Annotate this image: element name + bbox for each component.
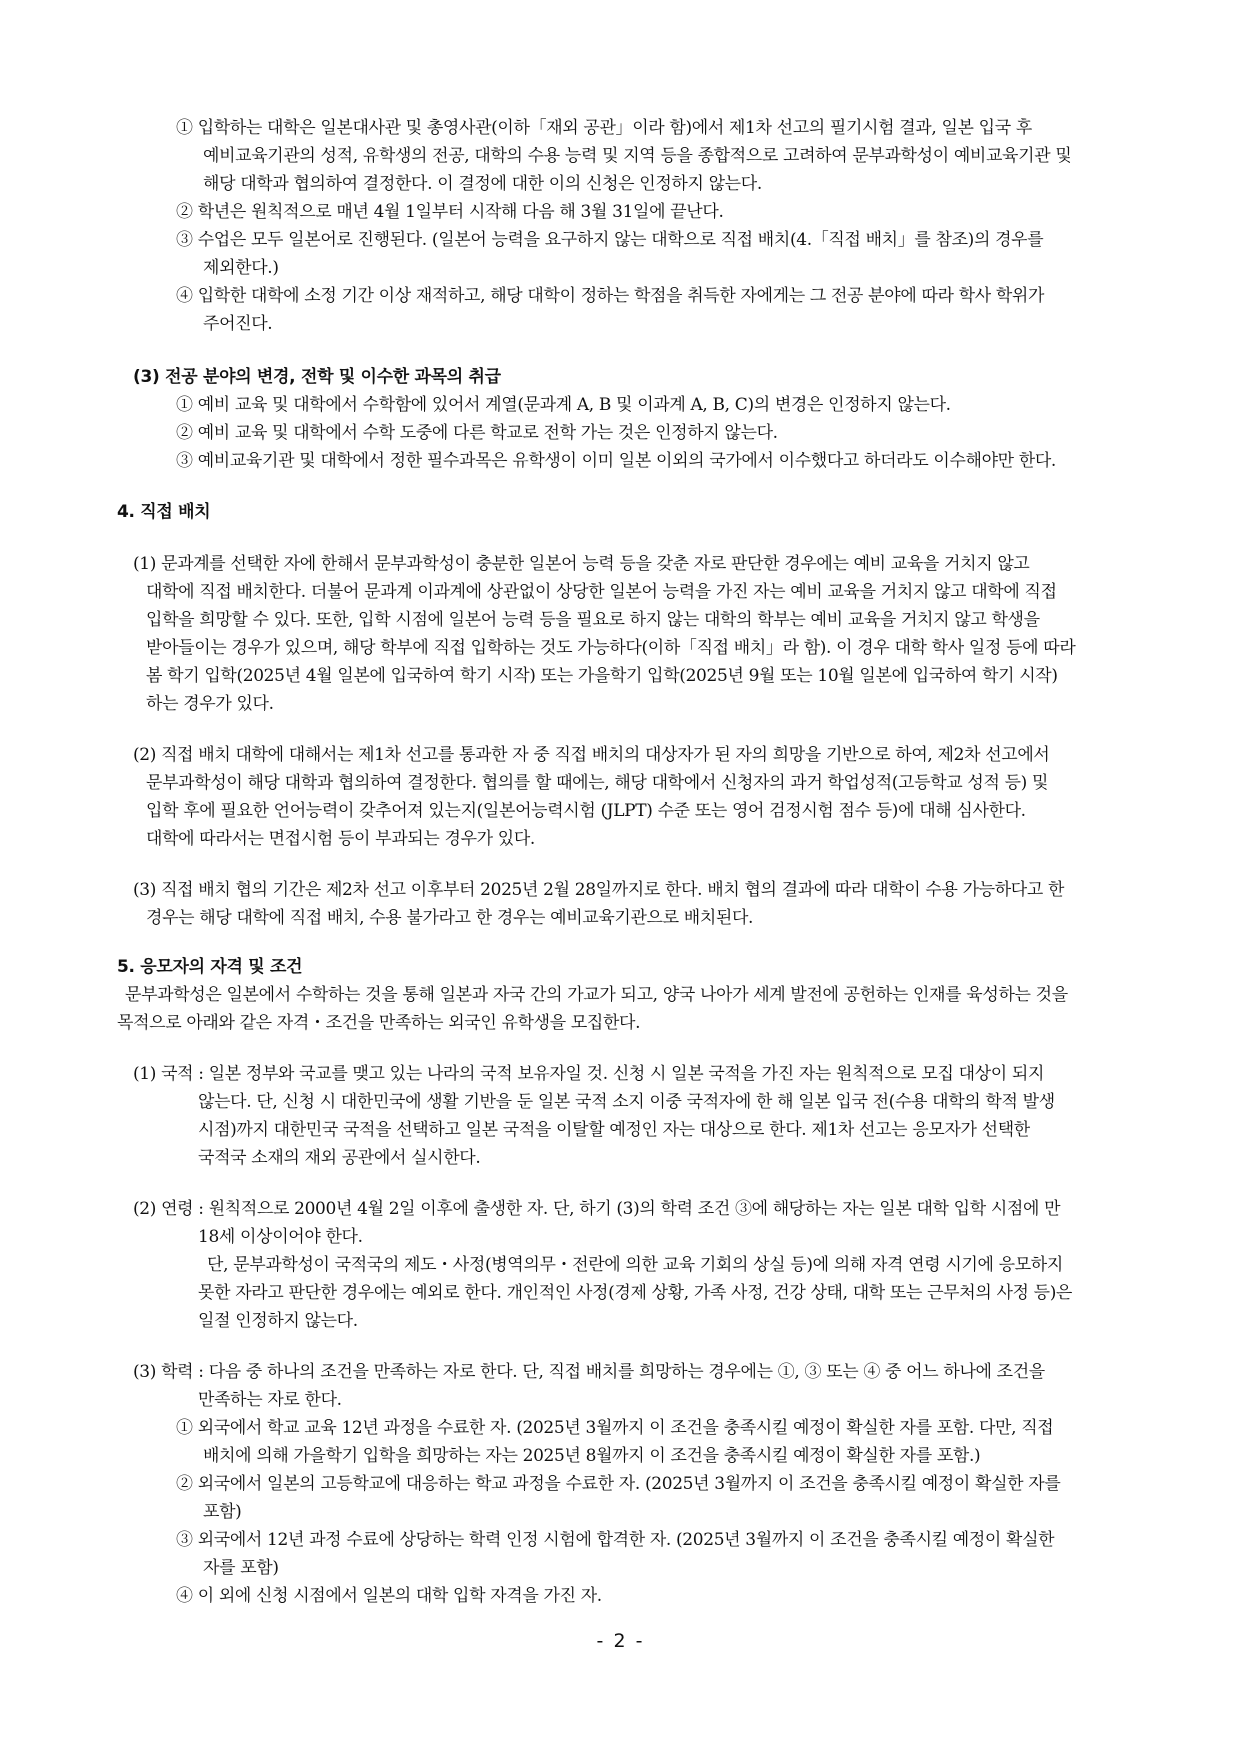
text-line: 입학 후에 필요한 언어능력이 갖추어져 있는지(일본어능력시험 (JLPT) 수준 또는 영어 검정시험 점수 등)에 대해 심사한다. [146,801,1026,821]
text-line: ① 입학하는 대학은 일본대사관 및 총영사관(이하「재외 공관」이라 함)에서 제1차 선고의 필기시험 결과, 일본 입국 후 [176,118,1032,138]
text-line: ① 외국에서 학교 교육 12년 과정을 수료한 자. (2025년 3월까지 이 조건을 충족시킬 예정이 확실한 자를 포함. 다만, 직접 [176,1418,1054,1438]
text-line: ② 외국에서 일본의 고등학교에 대응하는 학교 과정을 수료한 자. (2025년 3월까지 이 조건을 충족시킬 예정이 확실한 자를 [176,1474,1061,1494]
text-line: 해당 대학과 협의하여 결정한다. 이 결정에 대한 이의 신청은 인정하지 않는다. [203,174,762,194]
text-line: 문부과학성은 일본에서 수학하는 것을 통해 일본과 자국 간의 가교가 되고, 양국 나아가 세계 발전에 공헌하는 인재를 육성하는 것을 [125,985,1068,1005]
page-number: - 2 - [596,1630,645,1652]
text-line: 제외한다.) [203,258,279,278]
text-line: (3) 직접 배치 협의 기간은 제2차 선고 이후부터 2025년 2월 28일까지로 한다. 배치 협의 결과에 따라 대학이 수용 가능하다고 한 [133,880,1065,900]
text-line: ④ 이 외에 신청 시점에서 일본의 대학 입학 자격을 가진 자. [176,1586,602,1606]
text-line: 받아들이는 경우가 있으며, 해당 학부에 직접 입학하는 것도 가능하다(이하「직접 배치」라 함). 이 경우 대학 학사 일정 등에 따라 [146,638,1076,658]
text-line: ① 예비 교육 및 대학에서 수학함에 있어서 계열(문과계 A, B 및 이과계 A, B, C)의 변경은 인정하지 않는다. [176,395,951,415]
text-line: 포함) [203,1502,242,1522]
text-line: 국적국 소재의 재외 공관에서 실시한다. [198,1148,481,1168]
text-line: (1) 국적 : 일본 정부와 국교를 맺고 있는 나라의 국적 보유자일 것. 신청 시 일본 국적을 가진 자는 원칙적으로 모집 대상이 되지 [133,1064,1045,1084]
text-line: (2) 직접 배치 대학에 대해서는 제1차 선고를 통과한 자 중 직접 배치의 대상자가 된 자의 희망을 기반으로 하여, 제2차 선고에서 [133,745,1050,765]
text-line: 자를 포함) [203,1558,279,1578]
text-line: 일절 인정하지 않는다. [198,1311,358,1331]
text-line: 않는다. 단, 신청 시 대한민국에 생활 기반을 둔 일본 국적 소지 이중 국적자에 한 해 일본 입국 전(수용 대학의 학적 발생 [198,1092,1055,1112]
text-line: 못한 자라고 판단한 경우에는 예외로 한다. 개인적인 사정(경제 상황, 가족 사정, 건강 상태, 대학 또는 근무처의 사정 등)은 [198,1283,1073,1303]
text-line: 18세 이상이어야 한다. [198,1227,363,1247]
text-line: 주어진다. [203,314,273,334]
section-heading: 5. 응모자의 자격 및 조건 [117,957,303,977]
text-line: 입학을 희망할 수 있다. 또한, 입학 시점에 일본어 능력 등을 필요로 하지 않는 대학의 학부는 예비 교육을 거치지 않고 학생을 [146,610,1040,630]
text-line: 경우는 해당 대학에 직접 배치, 수용 불가라고 한 경우는 예비교육기관으로 배치된다. [146,908,754,928]
text-line: 하는 경우가 있다. [146,694,274,714]
text-line: ③ 외국에서 12년 과정 수료에 상당하는 학력 인정 시험에 합격한 자. (2025년 3월까지 이 조건을 충족시킬 예정이 확실한 [176,1530,1055,1550]
section-heading: 4. 직접 배치 [117,502,211,522]
text-line: 대학에 따라서는 면접시험 등이 부과되는 경우가 있다. [146,829,535,849]
text-line: (3) 학력 : 다음 중 하나의 조건을 만족하는 자로 한다. 단, 직접 배치를 희망하는 경우에는 ①, ③ 또는 ④ 중 어느 하나에 조건을 [133,1362,1045,1382]
text-line: ② 학년은 원칙적으로 매년 4월 1일부터 시작해 다음 해 3월 31일에 끝난다. [176,202,724,222]
text-line: ④ 입학한 대학에 소정 기간 이상 재적하고, 해당 대학이 정하는 학점을 취득한 자에게는 그 전공 분야에 따라 학사 학위가 [176,286,1045,306]
text-line: 단, 문부과학성이 국적국의 제도・사정(병역의무・전란에 의한 교육 기회의 상실 등)에 의해 자격 연령 시기에 응모하지 [207,1255,1063,1275]
text-line: 시점)까지 대한민국 국적을 선택하고 일본 국적을 이탈할 예정인 자는 대상으로 한다. 제1차 선고는 응모자가 선택한 [198,1120,1030,1140]
text-line: 배치에 의해 가을학기 입학을 희망하는 자는 2025년 8월까지 이 조건을 충족시킬 예정이 확실한 자를 포함.) [203,1446,981,1466]
text-line: (1) 문과계를 선택한 자에 한해서 문부과학성이 충분한 일본어 능력 등을 갖춘 자로 판단한 경우에는 예비 교육을 거치지 않고 [133,554,1030,574]
text-line: ② 예비 교육 및 대학에서 수학 도중에 다른 학교로 전학 가는 것은 인정하지 않는다. [176,423,778,443]
subsection-heading: (3) 전공 분야의 변경, 전학 및 이수한 과목의 취급 [133,367,501,387]
text-line: 목적으로 아래와 같은 자격・조건을 만족하는 외국인 유학생을 모집한다. [117,1013,641,1033]
text-line: 만족하는 자로 한다. [198,1390,342,1410]
text-line: ③ 예비교육기관 및 대학에서 정한 필수과목은 유학생이 이미 일본 이외의 국가에서 이수했다고 하더라도 이수해야만 한다. [176,451,1056,471]
text-line: 대학에 직접 배치한다. 더불어 문과계 이과계에 상관없이 상당한 일본어 능력을 가진 자는 예비 교육을 거치지 않고 대학에 직접 [146,582,1057,602]
text-line: 예비교육기관의 성적, 유학생의 전공, 대학의 수용 능력 및 지역 등을 종합적으로 고려하여 문부과학성이 예비교육기관 및 [203,146,1072,166]
text-line: 문부과학성이 해당 대학과 협의하여 결정한다. 협의를 할 때에는, 해당 대학에서 신청자의 과거 학업성적(고등학교 성적 등) 및 [146,773,1049,793]
text-line: ③ 수업은 모두 일본어로 진행된다. (일본어 능력을 요구하지 않는 대학으로 직접 배치(4.「직접 배치」를 참조)의 경우를 [176,230,1044,250]
text-line: 봄 학기 입학(2025년 4월 일본에 입국하여 학기 시작) 또는 가을학기 입학(2025년 9월 또는 10월 일본에 입국하여 학기 시작) [146,666,1058,686]
text-line: (2) 연령 : 원칙적으로 2000년 4월 2일 이후에 출생한 자. 단, 하기 (3)의 학력 조건 ③에 해당하는 자는 일본 대학 입학 시점에 만 [133,1199,1061,1219]
